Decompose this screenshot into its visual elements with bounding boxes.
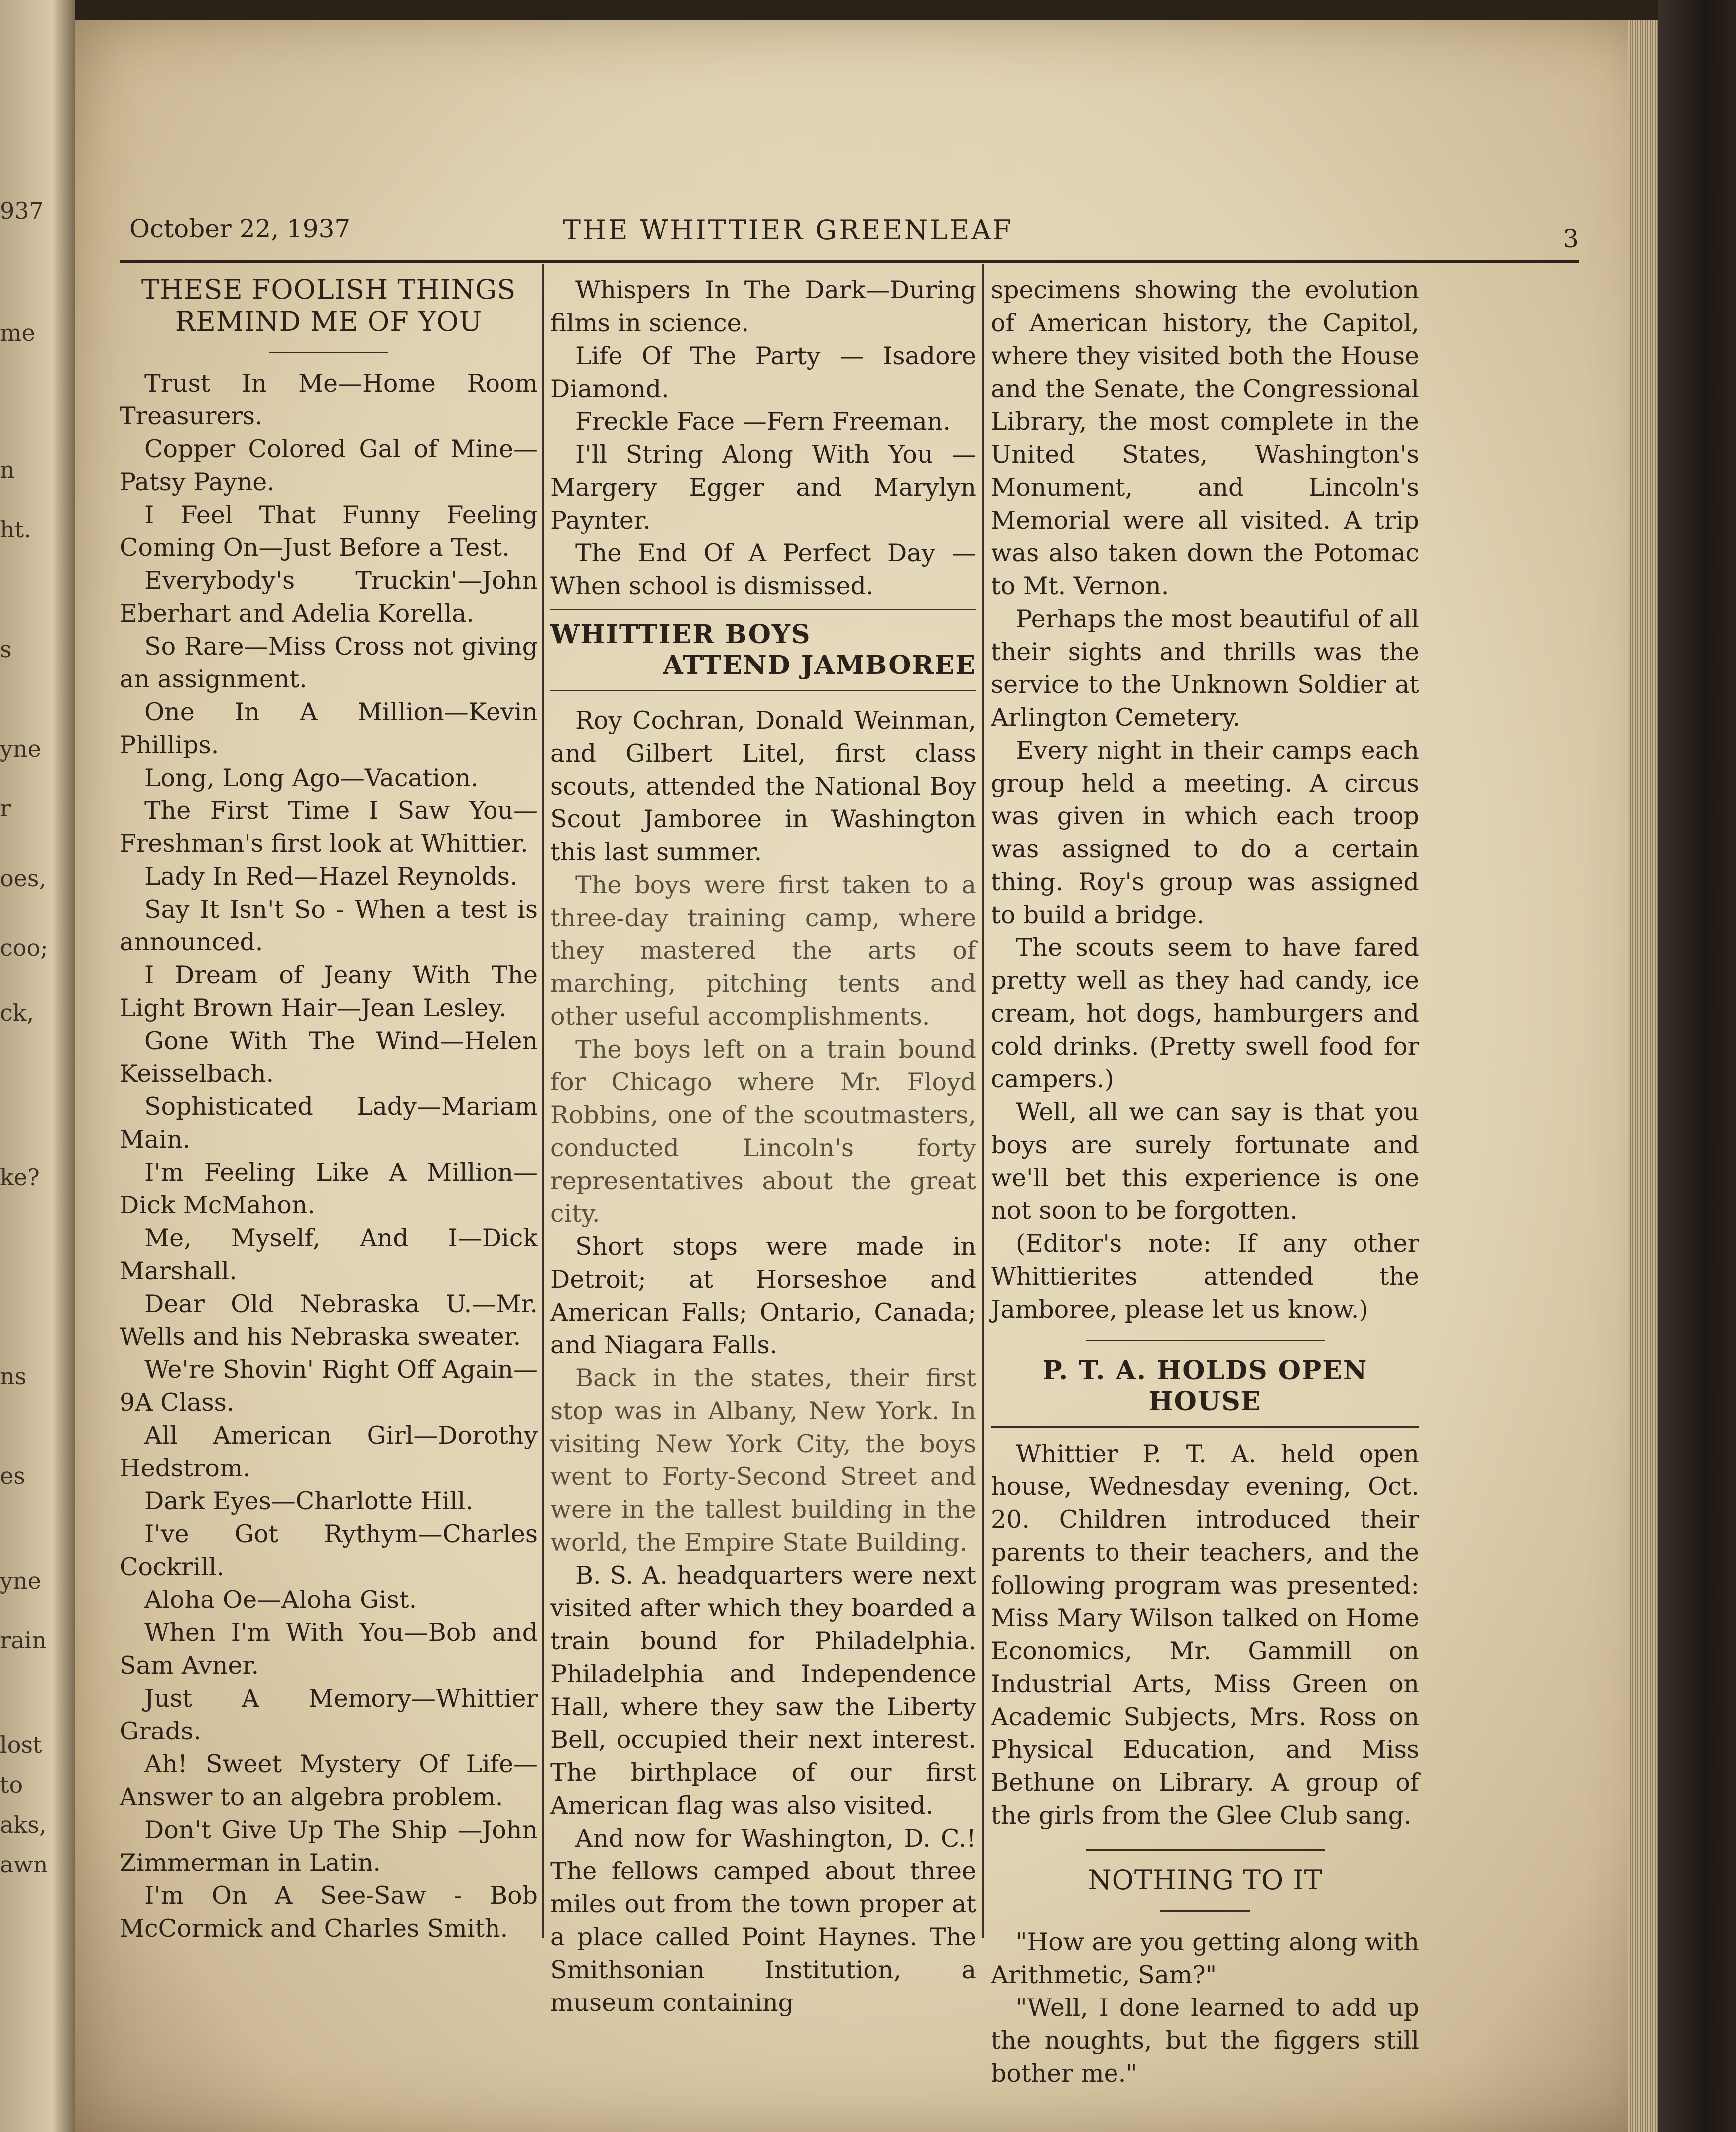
page-header bbox=[129, 199, 1579, 253]
list-item: Ah! Sweet Mystery Of Life—Answer to an algebra problem. bbox=[120, 1750, 538, 1811]
list-item: Freckle Face —Fern Freeman. bbox=[575, 407, 951, 436]
list-item: Whispers In The Dark—During films in science. bbox=[550, 276, 976, 337]
heading-line: REMIND ME OF YOU bbox=[175, 306, 483, 337]
nothing-heading: NOTHING TO IT bbox=[1088, 1865, 1323, 1896]
left-fragment: rain bbox=[0, 1627, 47, 1654]
list-item: I'm On A See-Saw - Bob McCormick and Charles Smith. bbox=[120, 1881, 538, 1943]
heading-line: ATTEND JAMBOREE bbox=[663, 650, 976, 680]
joke-line: "Well, I done learned to add up the noughts, but the figgers still bother me." bbox=[991, 1994, 1419, 2088]
list-item: Say It Isn't So - When a test is announced. bbox=[120, 895, 538, 956]
left-fragment: yne bbox=[0, 735, 41, 762]
list-item: One In A Million—Kevin Phillips. bbox=[120, 698, 538, 759]
left-fragment: ht. bbox=[0, 516, 31, 543]
left-page-edge bbox=[0, 0, 75, 2132]
left-fragment: coo; bbox=[0, 934, 48, 961]
pta-heading: P. T. A. HOLDS OPEN HOUSE bbox=[1042, 1355, 1368, 1417]
list-item: Copper Colored Gal of Mine—Patsy Payne. bbox=[120, 435, 538, 496]
left-fragment: aks, bbox=[0, 1811, 47, 1838]
list-item: I'm Feeling Like A Million—Dick McMahon. bbox=[120, 1158, 538, 1219]
list-item: Don't Give Up The Ship —John Zimmerman in Latin. bbox=[120, 1816, 538, 1877]
newspaper-title: THE WHITTIER GREENLEAF bbox=[563, 214, 1013, 246]
issue-date: October 22, 1937 bbox=[129, 214, 351, 243]
heading-line: THESE FOOLISH THINGS bbox=[141, 274, 516, 305]
column-divider bbox=[982, 264, 984, 1938]
list-item: Long, Long Ago—Vacation. bbox=[144, 764, 479, 792]
left-fragment: ke? bbox=[0, 1164, 40, 1191]
article-paragraph: Perhaps the most beautiful of all their sights and thrills was the service to the Unknown Soldier at Arlington Cemetery. bbox=[991, 605, 1419, 732]
joke-line: "How are you getting along with Arithmetic, Sam?" bbox=[991, 1928, 1419, 1989]
article-paragraph: specimens showing the evolution of American history, the Capitol, where they visited both the House and the Senate, the Congressional Library, the most complete in the United States, Washington's Monument, and Lincoln's Memorial were all visited. A trip was also taken down the Potomac to Mt. Vernon. bbox=[991, 276, 1419, 600]
book-binding bbox=[1658, 0, 1736, 2132]
article-heading bbox=[120, 274, 538, 338]
list-item: Aloha Oe—Aloha Gist. bbox=[144, 1586, 417, 1614]
left-fragment: 937 bbox=[0, 197, 44, 224]
newspaper-page bbox=[75, 20, 1658, 2132]
list-item: Dark Eyes—Charlotte Hill. bbox=[144, 1487, 473, 1515]
left-fragment: me bbox=[0, 319, 35, 346]
list-item: The End Of A Perfect Day — When school is dismissed. bbox=[550, 539, 976, 600]
article-paragraph: Whittier P. T. A. held open house, Wednesday evening, Oct. 20. Children introduced their parents to their teachers, and the following program was presented: Miss Mary Wilson talked on Home Economics, Mr. Gammill on Industrial Arts, Miss Green on Academic Subjects, Mrs. Ross on Physical Education, and Miss Bethune on Library. A group of the girls from the Glee Club sang. bbox=[991, 1440, 1419, 1830]
list-item: I've Got Rythym—Charles Cockrill. bbox=[120, 1520, 538, 1581]
list-item: I Dream of Jeany With The Light Brown Hair—Jean Lesley. bbox=[120, 961, 538, 1022]
list-item: We're Shovin' Right Off Again—9A Class. bbox=[120, 1355, 538, 1417]
list-item: All American Girl—Dorothy Hedstrom. bbox=[120, 1421, 538, 1482]
article-paragraph: The scouts seem to have fared pretty well as they had candy, ice cream, hot dogs, hamburgers and cold drinks. (Pretty swell food for campers.) bbox=[991, 933, 1419, 1093]
header-rule bbox=[120, 260, 1579, 263]
list-item: Life Of The Party — Isadore Diamond. bbox=[550, 342, 976, 403]
left-fragment: yne bbox=[0, 1567, 41, 1594]
section-rule bbox=[550, 690, 976, 691]
left-fragment: oes, bbox=[0, 865, 47, 892]
left-fragment: awn bbox=[0, 1851, 48, 1878]
short-rule bbox=[269, 352, 388, 353]
list-item: Me, Myself, And I—Dick Marshall. bbox=[120, 1224, 538, 1285]
short-rule bbox=[1160, 1910, 1250, 1912]
list-item: Gone With The Wind—Helen Keisselbach. bbox=[120, 1027, 538, 1088]
column-right bbox=[991, 274, 1419, 2090]
page-number: 3 bbox=[1563, 224, 1579, 253]
list-item: When I'm With You—Bob and Sam Avner. bbox=[120, 1618, 538, 1680]
short-rule bbox=[1086, 1849, 1325, 1851]
article-paragraph: Back in the states, their first stop was in Albany, New York. In visiting New York City, the boys went to Forty-Second Street and were in the tallest building in the world, the Empire State Building. bbox=[550, 1364, 976, 1557]
article-heading bbox=[550, 619, 976, 681]
article-paragraph: Roy Cochran, Donald Weinman, and Gilbert Litel, first class scouts, attended the National Boy Scout Jamboree in Washington this last summer. bbox=[550, 706, 976, 866]
heading-line: WHITTIER BOYS bbox=[550, 619, 811, 650]
left-fragment: lost bbox=[0, 1732, 42, 1758]
left-fragment: ns bbox=[0, 1363, 27, 1390]
column-middle bbox=[550, 274, 976, 2019]
list-item: Just A Memory—Whittier Grads. bbox=[120, 1684, 538, 1745]
list-item: So Rare—Miss Cross not giving an assignment. bbox=[120, 632, 538, 693]
list-item: I'll String Along With You —Margery Egger and Marylyn Paynter. bbox=[550, 440, 976, 534]
list-item: Sophisticated Lady—Mariam Main. bbox=[120, 1092, 538, 1154]
article-paragraph: And now for Washington, D. C.! The fellows camped about three miles out from the town proper at a place called Point Haynes. The Smithsonian Institution, a museum containing bbox=[550, 1824, 976, 2017]
article-paragraph: (Editor's note: If any other Whittierites attended the Jamboree, please let us know.) bbox=[991, 1229, 1419, 1324]
column-foolish-things bbox=[120, 274, 538, 1945]
section-rule bbox=[991, 1426, 1419, 1428]
article-paragraph: The boys were first taken to a three-day training camp, where they mastered the arts of marching, pitching tents and other useful accomplishments. bbox=[550, 871, 976, 1031]
article-paragraph: The boys left on a train bound for Chicago where Mr. Floyd Robbins, one of the scoutmasters, conducted Lincoln's forty representatives about the great city. bbox=[550, 1035, 976, 1228]
left-fragment: es bbox=[0, 1463, 25, 1489]
left-fragment: s bbox=[0, 636, 12, 663]
article-paragraph: Well, all we can say is that you boys are surely fortunate and we'll bet this experience is one not soon to be forgotten. bbox=[991, 1098, 1419, 1225]
list-item: I Feel That Funny Feeling Coming On—Just Before a Test. bbox=[120, 501, 538, 562]
left-fragment: ck, bbox=[0, 999, 34, 1026]
list-item: The First Time I Saw You—Freshman's first look at Whittier. bbox=[120, 797, 538, 858]
left-fragment: to bbox=[0, 1771, 23, 1798]
column-divider bbox=[542, 264, 544, 1938]
page-edges bbox=[1628, 20, 1658, 2132]
left-fragment: r bbox=[0, 795, 11, 822]
list-item: Dear Old Nebraska U.—Mr. Wells and his Nebraska sweater. bbox=[120, 1290, 538, 1351]
article-paragraph: B. S. A. headquarters were next visited after which they boarded a train bound for Philadelphia. Philadelphia and Independence Hall, where they saw the Liberty Bell, occupied their next interest. The birthplace of our first American flag was also visited. bbox=[550, 1561, 976, 1820]
list-item: Lady In Red—Hazel Reynolds. bbox=[144, 862, 518, 891]
left-fragment: n bbox=[0, 456, 15, 483]
article-paragraph: Every night in their camps each group held a meeting. A circus was given in which each troop was assigned to do a certain thing. Roy's group was assigned to build a bridge. bbox=[991, 736, 1419, 929]
list-item: Trust In Me—Home Room Treasurers. bbox=[120, 369, 538, 430]
section-rule bbox=[550, 609, 976, 610]
short-rule bbox=[1086, 1340, 1325, 1341]
list-item: Everybody's Truckin'—John Eberhart and Adelia Korella. bbox=[120, 566, 538, 628]
article-paragraph: Short stops were made in Detroit; at Horseshoe and American Falls; Ontario, Canada; and Niagara Falls. bbox=[550, 1232, 976, 1359]
